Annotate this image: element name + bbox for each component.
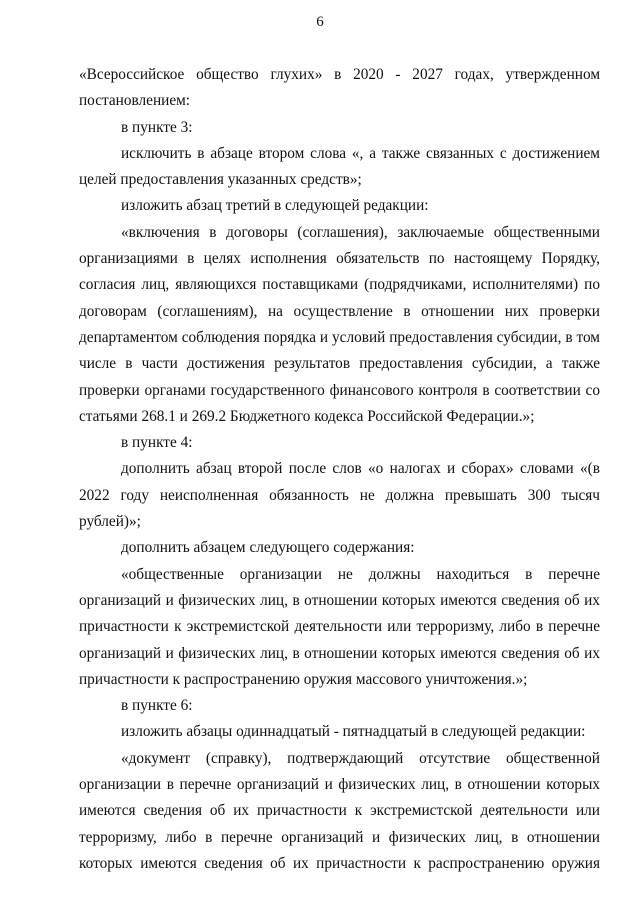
- paragraph-point-6-new-text: «документ (справку), подтверждающий отсутствие общественной организации в перечне организаций и физических лиц, в отношении которых имеются сведения об их причастности к экстремистской деятельности или терроризму, либо в перечне организаций и физических лиц, в отношении которых имеются сведения об их причастности к распространению оружия: [79, 749, 600, 872]
- paragraph-point-3-new-text: «включения в договоры (соглашения), заключаемые общественными организациями в целях исполнения обязательств по настоящему Порядку, согласия лиц, являющихся поставщиками (подрядчиками, исполнителями) по договорам (соглашениям), на осуществление в отношении них проверки департаментом соблюдения порядка и условий предоставления субсидии, в том числе в части достижения результатов предоставления субсидии, а также проверки органами государственного финансового контроля в соответствии со статьями 268.1 и 269.2 Бюджетного кодекса Российской Федерации.»;: [79, 223, 600, 425]
- paragraph-point-6-restate: изложить абзацы одиннадцатый - пятнадцатый в следующей редакции:: [121, 723, 586, 741]
- paragraph-point-4-new-text: «общественные организации не должны находиться в перечне организаций и физических лиц, в отношении которых имеются сведения об их причастности к экстремистской деятельности или терроризму, либо в перечне организаций и физических лиц, в отношении которых имеются сведения об их причастности к распространению оружия массового уничтожения.»;: [79, 565, 600, 688]
- page-number: 6: [316, 14, 324, 30]
- paragraph-point-4-heading: в пункте 4:: [121, 434, 193, 452]
- paragraph-point-3-restate: изложить абзац третий в следующей редакции:: [121, 197, 429, 215]
- paragraph-point-4-supplement: дополнить абзац второй после слов «о налогах и сборах» словами «(в 2022 году неисполненная обязанность не должна превышать 300 тысяч рублей)»;: [79, 460, 600, 531]
- document-body: [79, 62, 600, 877]
- paragraph-point-3-heading: в пункте 3:: [121, 118, 193, 136]
- paragraph-point-3-exclude: исключить в абзаце втором слова «, а также связанных с достижением целей предоставления указанных средств»;: [79, 144, 600, 189]
- paragraph-point-4-add: дополнить абзацем следующего содержания:: [121, 539, 415, 557]
- paragraph-point-6-heading: в пункте 6:: [121, 697, 193, 715]
- paragraph-intro: «Всероссийское общество глухих» в 2020 - 2027 годах, утвержденном постановлением:: [79, 66, 600, 110]
